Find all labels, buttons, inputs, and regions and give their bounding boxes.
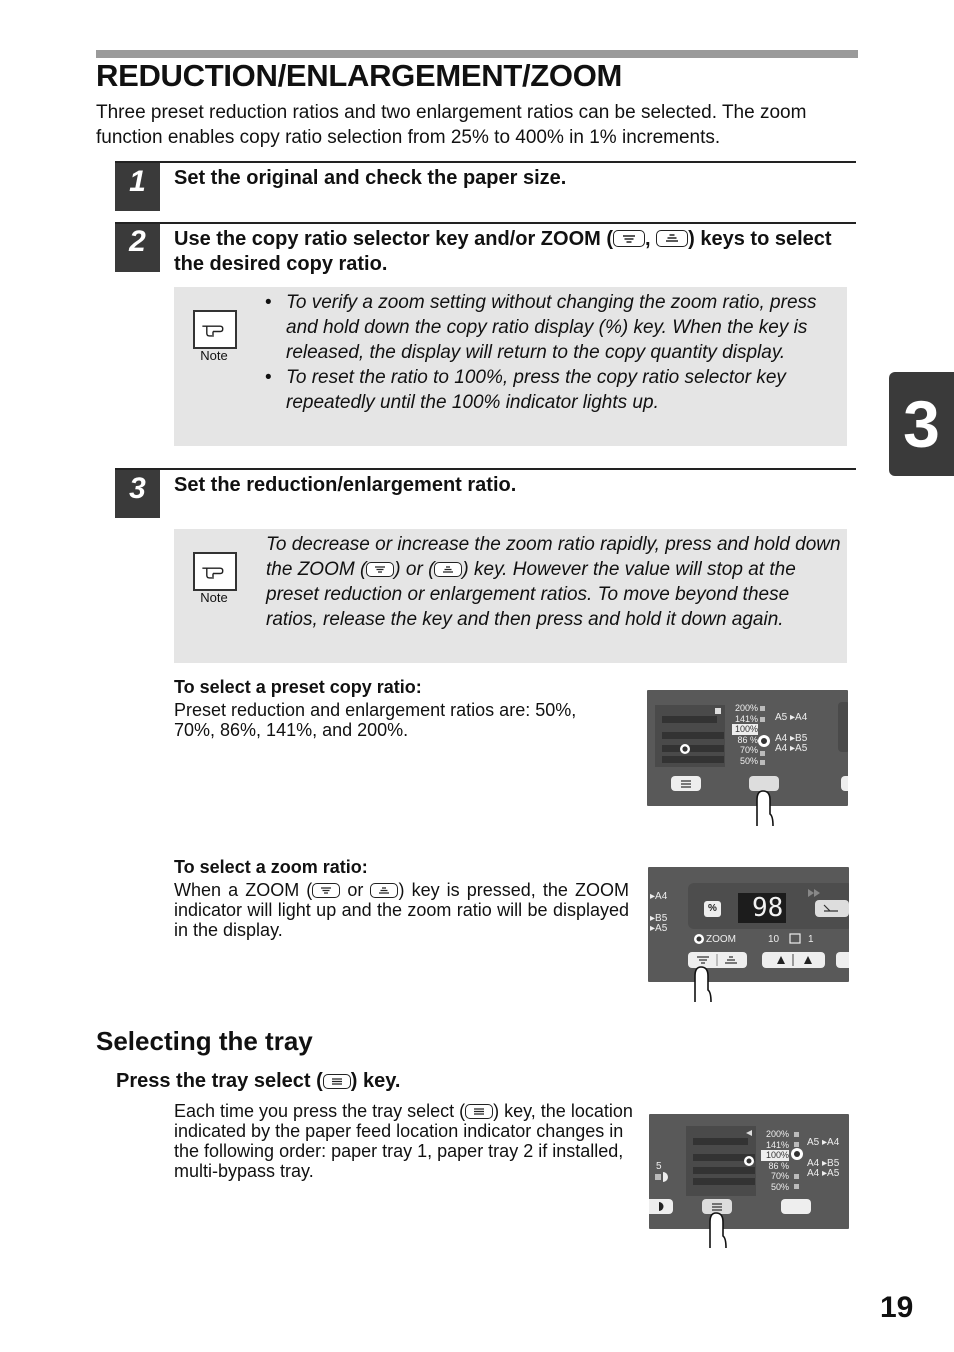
- note-box-1: [174, 287, 847, 446]
- ratio-200: 200%: [734, 703, 758, 713]
- size-label: A4: [807, 1158, 820, 1169]
- preset-heading: To select a preset copy ratio:: [174, 677, 422, 697]
- tray-body: [174, 1101, 634, 1181]
- ratio-141: 141%: [734, 713, 758, 724]
- page-title: REDUCTION/ENLARGEMENT/ZOOM: [96, 58, 623, 93]
- size-label: A4: [795, 712, 808, 723]
- step-1: [115, 161, 856, 211]
- note-box-2: [174, 529, 847, 663]
- note-text-part: ) or (: [394, 559, 435, 580]
- size-label: A4: [775, 733, 788, 744]
- pointing-hand-icon: [748, 786, 780, 828]
- subsection-heading: [116, 1070, 400, 1093]
- zoom-up-key-icon: [370, 883, 398, 898]
- zoom-down-key-icon: [366, 562, 394, 577]
- tray-select-key-icon: [465, 1104, 493, 1119]
- note-text: [266, 532, 841, 632]
- step-number: 2: [115, 224, 160, 272]
- note-hand-icon: [193, 552, 237, 591]
- size-label: B5: [655, 913, 668, 924]
- preset-body: Preset reduction and enlargement ratios are: 50%, 70%, 86%, 141%, and 200%.: [174, 700, 577, 740]
- size-label: A5: [655, 923, 668, 934]
- size-pair: A5 ▸A4: [775, 712, 808, 723]
- zoom-heading: To select a zoom ratio:: [174, 857, 368, 877]
- zoom-body: [174, 880, 629, 940]
- size-pair: A4 ▸A5: [807, 1168, 840, 1179]
- note-text-part: ) key. However the value will stop at the preset reduction or enlargement ratios. To move beyond these ratios, release the key and then press and hold it down again.: [266, 559, 796, 630]
- page-number: 19: [880, 1291, 914, 1324]
- ratio-list: [732, 703, 758, 766]
- section-heading: Selecting the tray: [96, 1026, 313, 1056]
- note-bullet: • To verify a zoom setting without changing the zoom ratio, press and hold down the copy ratio display (%) key. When the key is released, the display will return to the copy quantity display.: [265, 290, 840, 365]
- step-text: Set the original and check the paper size.: [174, 167, 567, 189]
- size-label: A4: [827, 1137, 840, 1148]
- note-text-part: To decrease or increase the zoom ratio rapidly, press and hold down the ZOOM (: [266, 534, 841, 580]
- step-2: [115, 222, 856, 275]
- size-pair: A5 ▸A4: [807, 1137, 840, 1148]
- zoom-body-part: or: [347, 880, 364, 900]
- size-label: A4: [655, 891, 668, 902]
- subsection-part: ) key.: [350, 1070, 401, 1092]
- percent-key: %: [708, 903, 717, 914]
- size-label: B5: [795, 733, 808, 744]
- step-text-part: Use the copy ratio selector key and/or ZOOM (: [174, 228, 614, 250]
- ratio-list: [761, 1129, 789, 1192]
- zoom-body-part: ) key is pressed, the ZOOM indicator will light up and the zoom ratio will be displayed in the display.: [174, 880, 629, 940]
- tray-body-part: ) key, the location indicated by the paper feed location indicator changes in the following order: paper tray 1, paper tray 2 if installed, multi-bypass tray.: [174, 1101, 633, 1181]
- note-label: Note: [200, 590, 228, 605]
- zoom-ratio-display: 98: [752, 893, 784, 923]
- step-text-part: ) keys to select the desired copy ratio.: [174, 228, 832, 275]
- intro-paragraph: Three preset reduction ratios and two enlargement ratios can be selected. The zoom function enables copy ratio selection from 25% to 400% in 1% increments.: [96, 102, 807, 148]
- step-3: [115, 468, 856, 518]
- subsection-part: Press the tray select (: [116, 1070, 323, 1092]
- size-label: A5: [807, 1137, 820, 1148]
- zoom-body-part: When a ZOOM (: [174, 880, 313, 900]
- ratio-70: 70%: [739, 745, 758, 755]
- ratio-200: 200%: [765, 1129, 789, 1139]
- control-panel-zoom-illustration: [648, 867, 849, 982]
- note-label: Note: [200, 348, 228, 363]
- ratio-70: 70%: [770, 1171, 789, 1181]
- step-text: Set the reduction/enlargement ratio.: [174, 474, 517, 496]
- ratio-86: 86 %: [768, 1160, 789, 1171]
- note-text: [265, 290, 840, 415]
- note-hand-icon: [193, 310, 237, 349]
- ratio-100: 100%: [761, 1150, 789, 1161]
- zoom-indicator-label: ZOOM: [706, 934, 736, 945]
- size-pair: A4 ▸B5: [775, 733, 808, 744]
- size-label: B5: [827, 1158, 840, 1169]
- size-a5: ▸A5: [650, 923, 668, 934]
- count-1-label: 1: [808, 934, 814, 945]
- step-text-part: ,: [645, 228, 651, 250]
- tray-counter: 5: [656, 1161, 662, 1172]
- size-pair: A4 ▸A5: [775, 743, 808, 754]
- size-label: A5: [775, 712, 788, 723]
- pointing-hand-icon: [701, 1208, 733, 1250]
- step-text: [174, 227, 856, 277]
- note-bullet: • To reset the ratio to 100%, press the copy ratio selector key repeatedly until the 100% indicator lights up.: [265, 365, 840, 415]
- chapter-tab: 3: [889, 372, 954, 476]
- count-10-label: 10: [768, 934, 780, 945]
- ratio-50: 50%: [739, 755, 758, 766]
- zoom-up-key-icon: [434, 562, 462, 577]
- pointing-hand-icon: [686, 962, 718, 1004]
- ratio-141: 141%: [765, 1139, 789, 1150]
- size-label: A4: [807, 1168, 820, 1179]
- ratio-100: 100%: [732, 724, 758, 735]
- ratio-86: 86 %: [737, 734, 758, 745]
- ratio-50: 50%: [770, 1181, 789, 1192]
- size-a4: ▸A4: [650, 891, 668, 902]
- zoom-down-key-icon: [312, 883, 340, 898]
- size-pair: A4 ▸B5: [807, 1158, 840, 1169]
- size-b5: ▸B5: [650, 913, 668, 924]
- zoom-panel-graphic: [648, 867, 849, 982]
- size-label: A4: [775, 743, 788, 754]
- zoom-down-key-icon: [613, 230, 645, 247]
- tray-body-part: Each time you press the tray select (: [174, 1101, 466, 1121]
- size-label: A5: [827, 1168, 840, 1179]
- step-number: 3: [115, 470, 160, 518]
- title-rule: [96, 50, 858, 58]
- zoom-up-key-icon: [656, 230, 688, 247]
- tray-select-key-icon: [323, 1074, 351, 1089]
- control-panel-tray-illustration: [649, 1114, 849, 1229]
- step-number: 1: [115, 163, 160, 211]
- size-label: A5: [795, 743, 808, 754]
